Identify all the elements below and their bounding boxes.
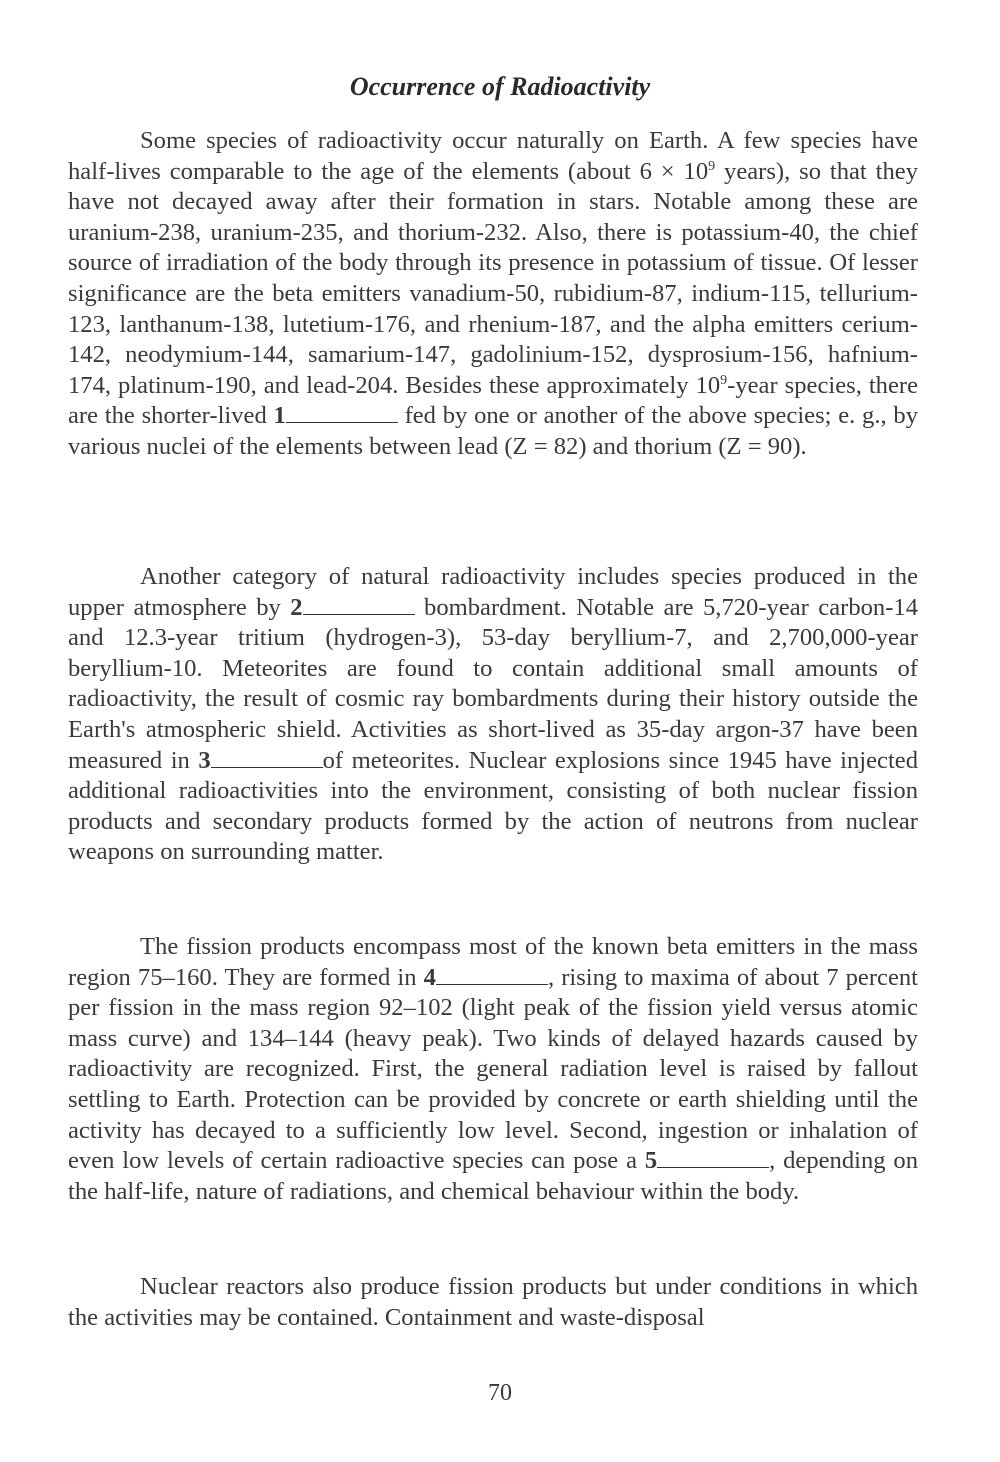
superscript: 9 [708, 158, 716, 174]
blank-5-number: 5 [644, 1147, 658, 1175]
text-segment: fed by one or another of the above species; e. g., by various nuclei of the elements between lead (Z = 82) and thorium (Z = 90). [68, 402, 918, 460]
paragraph-4 [68, 1272, 918, 1333]
text-segment: The fission products encompass most of the known beta emitters in the mass region 75–160. They are formed in [68, 933, 918, 991]
text-segment: , rising to maxima of about 7 percent per fission in the mass region 92–102 (light peak of the fission yield versus atomic mass curve) and 134–144 (heavy peak). Two kinds of delayed hazards caused by radioactivity are recognized. First, the general radiation level is raised by fallout settling to Earth. Protection can be provided by concrete or earth shielding until the activity has decayed to a sufficiently low level. Second, ingestion or inhalation of even low levels of certain radioactive species can pose a [68, 963, 918, 1175]
text-segment: years), so that they have not decayed away after their formation in stars. Notable among these are uranium-238, uranium-235, and thorium-232. Also, there is potassium-40, the chief source of irradiation of the body through its presence in potassium of tissue. Of lesser significance are the beta emitters vanadium-50, rubidium-87, indium-115, tellurium-123, lanthanum-138, lutetium-176, and rhenium-187, and the alpha emitters cerium-142, neodymium-144, samarium-147, gadolinium-152, dysprosium-156, hafnium-174, platinum-190, and lead-204. Besides these approximately 10 [68, 157, 918, 399]
blank-4-number: 4 [423, 963, 436, 991]
text-segment: , depending on the half-life, nature of radiations, and chemical behaviour within the body. [68, 1147, 918, 1205]
blank-1-number: 1 [273, 402, 286, 430]
blank-2-line[interactable] [303, 596, 415, 615]
text-segment: of meteorites. Nuclear explosions since 1945 have injected additional radioactivities into the environment, consisting of both nuclear fission products and secondary products formed by the action of neutrons from nuclear weapons on surrounding matter. [68, 746, 918, 866]
text-segment: bombardment. Notable are 5,720-year carbon-14 and 12.3-year tritium (hydrogen-3), 53-day beryllium-7, and 2,700,000-year beryllium-10. Meteorites are found to contain additional small amounts of radioactivity, the result of cosmic ray bombardments during their history outside the Earth's atmospheric shield. Activities as short-lived as 35-day argon-37 have been measured in [68, 593, 918, 774]
blank-2-number: 2 [290, 593, 303, 621]
paragraph-2 [68, 562, 918, 868]
paragraph-3 [68, 932, 918, 1207]
section-title: Occurrence of Radioactivity [349, 72, 651, 101]
blank-5-line[interactable] [657, 1149, 769, 1168]
blank-3-number: 3 [198, 746, 211, 774]
text-segment: Nuclear reactors also produce fission products but under conditions in which the activities may be contained. Containment and waste-disposal [68, 1273, 918, 1331]
text-segment: Some species of radioactivity occur naturally on Earth. A few species have half-lives comparable to the age of the elements (about 6 × 10 [68, 127, 918, 185]
paragraph-1 [68, 126, 918, 463]
blank-1-line[interactable] [286, 404, 398, 423]
superscript: 9 [720, 372, 728, 388]
text-segment: -year species, there are the shorter-lived [68, 371, 918, 430]
blank-3-line[interactable] [211, 749, 323, 768]
blank-4-line[interactable] [436, 966, 548, 985]
text-segment: Another category of natural radioactivity includes species produced in the upper atmosphere by [68, 563, 918, 621]
page-number: 70 [488, 1380, 512, 1406]
